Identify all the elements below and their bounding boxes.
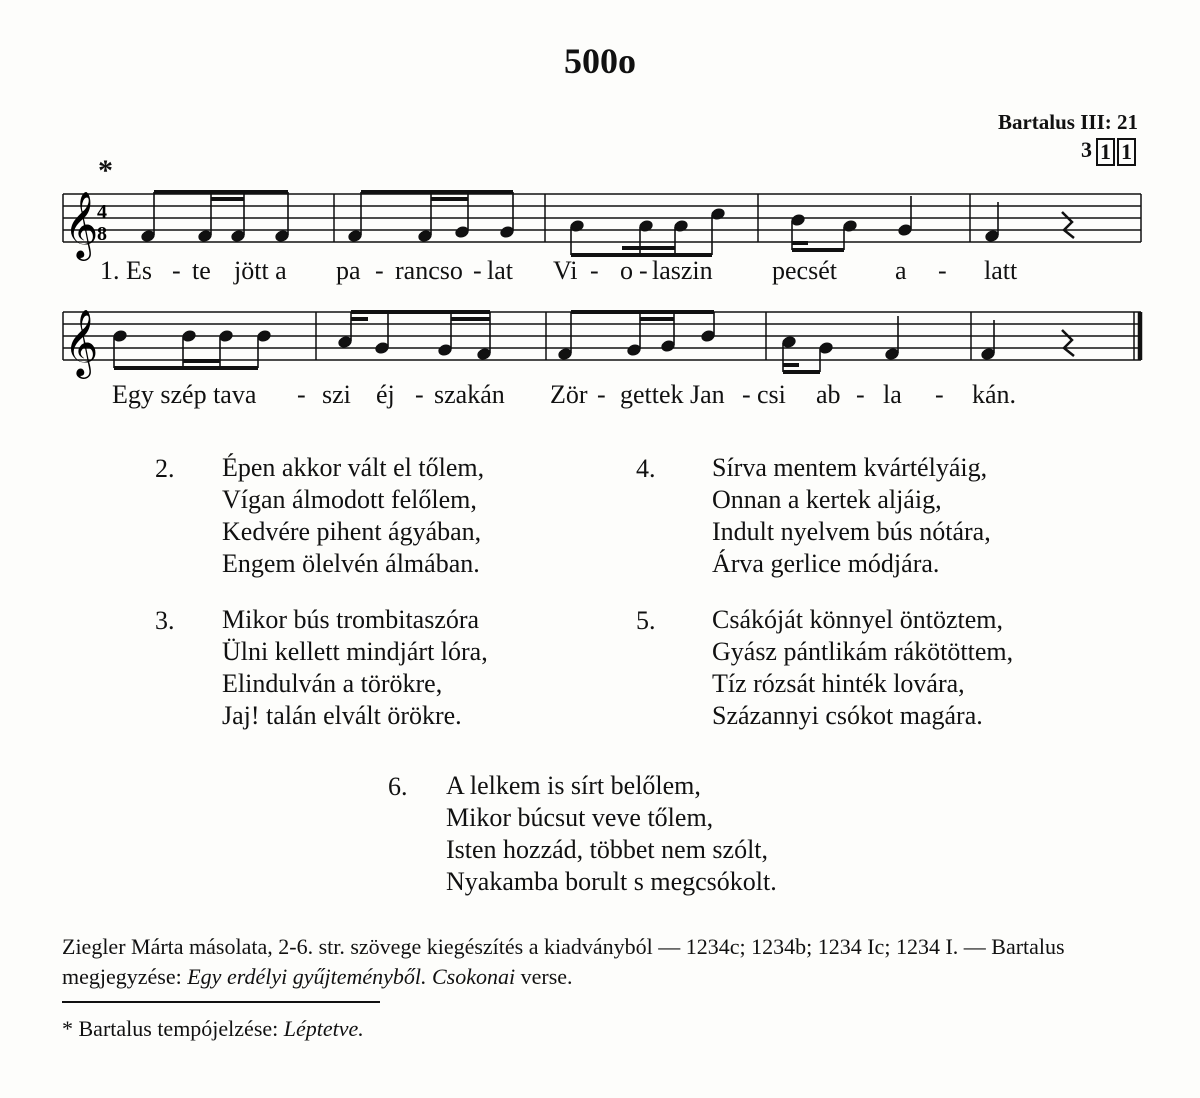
code-digit-1: 3 — [1081, 137, 1092, 162]
footnote — [62, 1016, 364, 1042]
stanza-number: 2. — [155, 454, 175, 483]
stanza-number: 5. — [636, 606, 656, 635]
stanza-number: 6. — [388, 772, 408, 801]
stanza-5 — [712, 604, 1013, 732]
lyric-hyphen: - — [938, 256, 947, 285]
stanza-line: Százannyi csókot magára. — [712, 701, 983, 730]
lyric-syllable: te — [192, 256, 211, 285]
lyric-syllable: latt — [984, 256, 1018, 285]
lyric-syllable: Vi — [553, 256, 578, 285]
lyric-syllable: csi — [757, 380, 786, 409]
stanza-line: Árva gerlice módjára. — [712, 549, 940, 578]
lyric-syllable: o — [620, 256, 633, 285]
notes-staff-2 — [113, 312, 1074, 372]
lyrics-line-2 — [0, 380, 1200, 414]
lyric-hyphen: - — [590, 256, 599, 285]
stanza-line: Gyász pántlikám rákötöttem, — [712, 637, 1014, 666]
stanza-line: Jaj! talán elvált örökre. — [222, 701, 462, 730]
stanza-line: Isten hozzád, többet nem szólt, — [446, 835, 769, 864]
source-note — [62, 932, 1152, 992]
treble-clef-icon: 𝄞 — [64, 308, 99, 376]
tempo-footnote-marker: * — [98, 154, 113, 187]
stanza-line: Kedvére pihent ágyában, — [222, 517, 482, 546]
lyric-hyphen: - — [375, 256, 384, 285]
lyric-hyphen: - — [856, 380, 865, 409]
stanza-line: Mikor búcsut veve tőlem, — [446, 803, 714, 832]
lyric-syllable: Zör — [550, 380, 588, 409]
lyric-syllable: éj — [376, 380, 395, 409]
stanza-line: Csákóját könnyel öntöztem, — [712, 605, 1004, 634]
lyric-hyphen: - — [172, 256, 181, 285]
stanza-line: Tíz rózsát hinték lovára, — [712, 669, 965, 698]
note-text-end: verse. — [515, 964, 573, 989]
stanza-4 — [712, 452, 991, 580]
notes-staff-1 — [141, 192, 1074, 255]
lyric-syllable: lat — [487, 256, 513, 285]
stanza-line: Épen akkor vált el tőlem, — [222, 453, 485, 482]
stanza-3 — [222, 604, 488, 732]
lyric-syllable: ab — [816, 380, 841, 409]
lyric-syllable: laszin — [652, 256, 713, 285]
lyric-syllable: Egy szép tava — [112, 380, 257, 409]
footnote-text: * Bartalus tempójelzése: — [62, 1016, 284, 1041]
time-signature-bottom: 8 — [97, 223, 107, 245]
lyric-hyphen: - — [473, 256, 482, 285]
stanza-number: 3. — [155, 606, 175, 635]
lyric-syllable: pecsét — [772, 256, 837, 285]
stanza-number: 4. — [636, 454, 656, 483]
note-italic: Egy erdélyi gyűjteményből. Csokonai — [187, 964, 516, 989]
lyric-hyphen: - — [639, 256, 648, 285]
lyrics-line-1 — [0, 256, 1200, 290]
footnote-italic: Léptetve. — [283, 1016, 364, 1041]
lyric-syllable: jött a — [234, 256, 287, 285]
page-title: 500o — [564, 41, 636, 81]
stanza-line: Elindulván a törökre, — [222, 669, 443, 698]
time-signature-top: 4 — [97, 201, 107, 223]
stanza-line: Engem ölelvén álmában. — [222, 549, 480, 578]
source-reference: Bartalus III: 21 — [997, 110, 1138, 134]
lyric-syllable: gettek Jan — [620, 380, 725, 409]
lyric-syllable: 1. Es — [100, 256, 152, 285]
lyric-hyphen: - — [742, 380, 751, 409]
stanza-line: Sírva mentem kvártélyáig, — [712, 453, 988, 482]
lyric-hyphen: - — [935, 380, 944, 409]
lyric-syllable: szi — [322, 380, 351, 409]
stanza-line: Nyakamba borult s megcsókolt. — [446, 867, 777, 896]
lyric-syllable: rancso — [395, 256, 463, 285]
code-digit-3: 1 — [1117, 138, 1136, 166]
lyric-syllable: a — [895, 256, 907, 285]
lyric-hyphen: - — [297, 380, 306, 409]
stanza-line: A lelkem is sírt belőlem, — [446, 771, 701, 800]
stanza-6 — [446, 770, 777, 898]
lyric-syllable: kán. — [972, 380, 1017, 409]
stanza-line: Vígan álmodott felőlem, — [222, 485, 477, 514]
stanza-line: Indult nyelvem bús nótára, — [712, 517, 991, 546]
treble-clef-icon: 𝄞 — [64, 190, 99, 258]
stanza-line: Onnan a kertek aljáig, — [712, 485, 942, 514]
stanza-line: Ülni kellett mindjárt lóra, — [222, 637, 488, 666]
lyric-syllable: pa — [336, 256, 361, 285]
footnote-divider — [62, 1001, 380, 1003]
code-digit-2: 1 — [1096, 138, 1115, 166]
classification-code — [1079, 138, 1136, 166]
lyric-hyphen: - — [597, 380, 606, 409]
note-text: Ziegler Márta másolata, 2-6. str. szövege kiegészítés a kiadványból — 1234c; 1234b; 1234 Ic; 1234 I. — Bartalus megjegyzése: — [62, 934, 1065, 989]
lyric-hyphen: - — [415, 380, 424, 409]
lyric-syllable: la — [883, 380, 902, 409]
lyric-syllable: szakán — [434, 380, 505, 409]
stanza-line: Mikor bús trombitaszóra — [222, 605, 480, 634]
stanza-2 — [222, 452, 484, 580]
music-staff-2 — [0, 300, 1200, 390]
